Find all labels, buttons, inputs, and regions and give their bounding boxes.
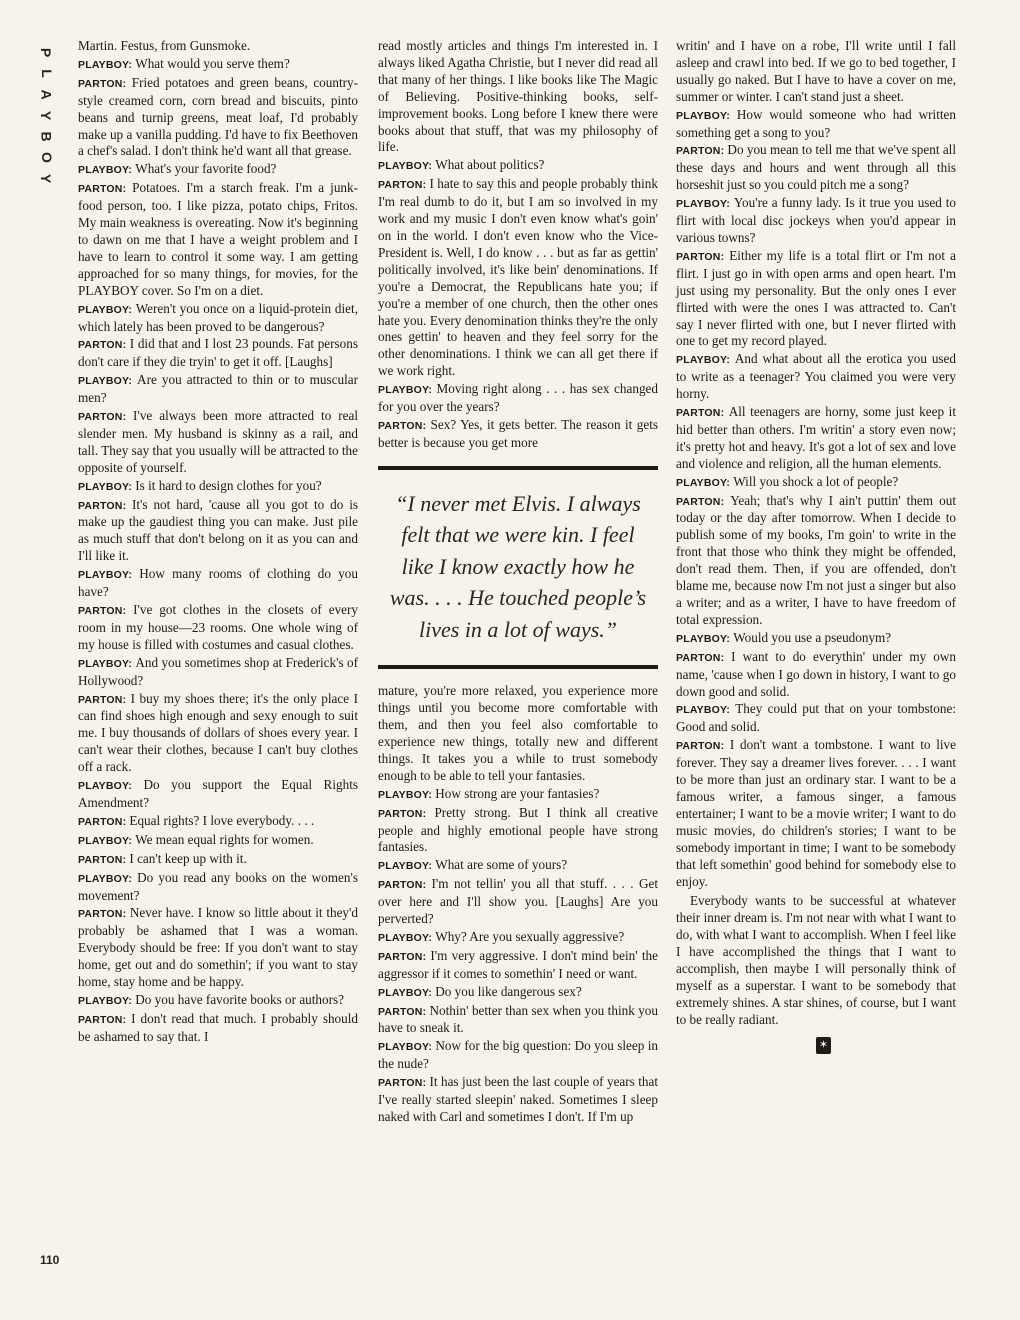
speaker-label: PARTON: bbox=[378, 1077, 427, 1090]
interview-paragraph bbox=[78, 813, 358, 831]
interview-paragraph bbox=[378, 876, 658, 928]
speaker-label: PLAYBOY: bbox=[676, 354, 731, 367]
interview-paragraph bbox=[676, 701, 956, 736]
interview-paragraph bbox=[78, 655, 358, 690]
interview-paragraph bbox=[676, 107, 956, 142]
interview-paragraph bbox=[78, 56, 358, 74]
interview-paragraph bbox=[78, 161, 358, 179]
interview-paragraph bbox=[378, 786, 658, 804]
paragraph-text: I can't keep up with it. bbox=[129, 850, 247, 866]
interview-paragraph bbox=[78, 566, 358, 601]
paragraph-text: read mostly articles and things I'm interested in. I always liked Agatha Christie, but I never did read all that many of her things. I like books like The Magic of Believing. Positive-thinking books, self-improvement books. Long before I knew there were books about that stuff, that was my philosophy of life. bbox=[378, 38, 658, 155]
speaker-label: PLAYBOY: bbox=[676, 109, 731, 122]
speaker-label: PARTON: bbox=[676, 651, 725, 664]
interview-paragraph bbox=[378, 1038, 658, 1073]
speaker-label: PARTON: bbox=[78, 499, 127, 512]
interview-paragraph bbox=[78, 38, 358, 55]
speaker-label: PARTON: bbox=[676, 407, 725, 420]
paragraph-text: Weren't you once on a liquid-protein diet, which lately has been proved to be dangerous? bbox=[78, 300, 358, 334]
paragraph-text: I'm very aggressive. I don't mind bein' the aggressor if it comes to somethin' I need or want. bbox=[378, 947, 658, 981]
paragraph-text: They could put that on your tombstone: Good and solid. bbox=[676, 701, 956, 735]
paragraph-text: Do you read any books on the women's movement? bbox=[78, 869, 358, 903]
paragraph-text: Either my life is a total flirt or I'm not a flirt. I just go in with open arms and open heart. I'm just using my personality. But the only ones I ever flirted with were the ones I was attracted to. Can't say I never flirted with one, but I never flirted with one to get my record played. bbox=[676, 247, 956, 349]
interview-paragraph bbox=[676, 493, 956, 629]
interview-paragraph bbox=[78, 1011, 358, 1046]
interview-paragraph bbox=[378, 805, 658, 857]
paragraph-text: I want to do everythin' under my own name, 'cause when I go down in history, I want to go down good and solid. bbox=[676, 648, 956, 699]
paragraph-text: What are some of yours? bbox=[435, 857, 568, 873]
interview-paragraph bbox=[78, 602, 358, 654]
paragraph-text: I'm not tellin' you all that stuff. . . . Get over here and I'll show you. [Laughs] Are you perverted? bbox=[378, 876, 658, 927]
paragraph-text: All teenagers are horny, some just keep it hid better than others. I'm writin' a story even now; it's pretty hot and heavy. It's got a lot of sex and love and violence and religion, all the human elements. bbox=[676, 404, 956, 471]
speaker-label: PARTON: bbox=[378, 419, 427, 432]
interview-paragraph bbox=[78, 372, 358, 407]
interview-paragraph bbox=[378, 1003, 658, 1038]
end-mark-icon: ✶ bbox=[816, 1037, 831, 1054]
paragraph-text: It's not hard, 'cause all you got to do is make up the gaudiest thing you can make. Just pile as much stuff that don't belong on it as you can and I'll like it. bbox=[78, 496, 358, 564]
paragraph-text: Never have. I know so little about it they'd probably be ashamed that I was a woman. Everybody should be free: If you don't want to stay home, get out and do somethin'; if you want to stay home, stay home and be happy. bbox=[78, 905, 358, 990]
speaker-label: PARTON: bbox=[676, 740, 725, 753]
speaker-label: PARTON: bbox=[676, 495, 725, 508]
paragraph-text: Are you attracted to thin or to muscular men? bbox=[78, 372, 358, 406]
speaker-label: PLAYBOY: bbox=[78, 375, 133, 388]
interview-paragraph bbox=[676, 38, 956, 106]
speaker-label: PLAYBOY: bbox=[676, 704, 731, 717]
speaker-label: PLAYBOY: bbox=[378, 860, 433, 873]
interview-paragraph bbox=[378, 157, 658, 175]
paragraph-text: Martin. Festus, from Gunsmoke. bbox=[78, 38, 251, 53]
interview-paragraph bbox=[676, 630, 956, 648]
interview-paragraph bbox=[676, 248, 956, 350]
paragraph-text: Do you support the Equal Rights Amendment? bbox=[78, 777, 358, 810]
interview-paragraph bbox=[378, 948, 658, 983]
paragraph-text: Everybody wants to be successful at whatever their inner dream is. I'm not near with what I want to do, with what I want to accomplish. When I feel like I have accomplished the things that I want to accomplish, then maybe I will personally think of myself as a superstar. I want to be somebody that extremely shines. A star shines, of course, but I want to be really radiant. bbox=[676, 893, 956, 1027]
column-2-top bbox=[378, 38, 658, 452]
speaker-label: PLAYBOY: bbox=[78, 657, 133, 670]
speaker-label: PARTON: bbox=[378, 950, 427, 963]
paragraph-text: writin' and I have on a robe, I'll write until I fall asleep and crawl into bed. If we go to bed together, I usually go naked. But I have to have a cover on me, summer or winter. I can't stand just a sheet. bbox=[676, 38, 956, 104]
paragraph-text: How would someone who had written something get a song to you? bbox=[676, 106, 956, 140]
speaker-label: PLAYBOY: bbox=[378, 788, 433, 801]
speaker-label: PLAYBOY: bbox=[676, 198, 731, 211]
paragraph-text: Sex? Yes, it gets better. The reason it gets better is because you get more bbox=[378, 416, 658, 450]
paragraph-text: mature, you're more relaxed, you experience more things until you become more comfortable with them, and then you feel also comfortable to experience new things, totally new and different things. It takes you a while to trust somebody enough to be able to tell your fantasies. bbox=[378, 683, 658, 783]
interview-paragraph bbox=[78, 992, 358, 1010]
speaker-label: PLAYBOY: bbox=[676, 632, 731, 645]
interview-paragraph bbox=[78, 478, 358, 496]
speaker-label: PARTON: bbox=[78, 411, 127, 424]
interview-paragraph bbox=[78, 777, 358, 812]
interview-paragraph bbox=[378, 984, 658, 1002]
masthead-letter: A bbox=[38, 89, 55, 100]
paragraph-text: I hate to say this and people probably think I'm real dumb to do it, but I am so involved in my work and my music I don't even know what's goin' on in the world. I don't even know who the Vice-President is. Well, I do know . . . but as far as gettin' politically involved, it's like bein' denominations. If you're a Democrat, the Republicans hate you; if you're a member of one church, then the other ones hate you. Every denomination thinks they're the only ones gettin' to heaven and they feel sorry for the other denominations. I think we can all get there if we work right. bbox=[378, 176, 658, 379]
interview-paragraph bbox=[676, 474, 956, 492]
interview-paragraph bbox=[78, 870, 358, 905]
interview-paragraph bbox=[78, 75, 358, 161]
speaker-label: PLAYBOY: bbox=[378, 160, 433, 173]
speaker-label: PARTON: bbox=[78, 183, 127, 196]
masthead-letter: L bbox=[38, 69, 55, 78]
paragraph-text: Yeah; that's why I ain't puttin' them out today or the day after tomorrow. When I decide to publish some of my books, I'm goin' to write in the front that those who think they might be offended, don't read them. Then, if you are offended, don't blame me, because now I'm not just a singer but also a writer; and as a writer, I have to have freedom of total expression. bbox=[676, 492, 956, 627]
interview-paragraph bbox=[78, 691, 358, 777]
interview-paragraph bbox=[676, 649, 956, 701]
speaker-label: PARTON: bbox=[676, 250, 725, 263]
paragraph-text: I buy my shoes there; it's the only place I can find shoes high enough and sexy enough to suit me. I buy thousands of dollars of shoes every year. I can't wear their clothes, because I can't buy clothes off a rack. bbox=[78, 690, 359, 775]
pull-quote bbox=[378, 466, 658, 670]
masthead-letter: Y bbox=[38, 110, 55, 121]
speaker-label: PLAYBOY: bbox=[78, 58, 133, 71]
interview-paragraph bbox=[78, 851, 358, 869]
paragraph-text: I don't want a tombstone. I want to live forever. They say a dreamer lives forever. . . . I want to be more than just an ordinary star. I want to be a famous writer, a famous singer, a famous entertainer; I want to be a movie writer; I want to do music movies, do children's stories; I want to be somebody important in time; I want to be somebody that left somethin' good behind for somebody else to enjoy. bbox=[676, 737, 956, 889]
paragraph-text: Fried potatoes and green beans, country-style creamed corn, corn bread and biscuits, pinto beans and turnip greens, meat loaf, I'd probably make up a vanilla pudding. I'd have to fix Beethoven a chef's salad. I don't think he'd want all that grease. bbox=[78, 74, 359, 159]
interview-paragraph bbox=[676, 737, 956, 890]
paragraph-text: What about politics? bbox=[435, 157, 545, 173]
speaker-label: PARTON: bbox=[378, 1005, 427, 1018]
page-number: 110 bbox=[40, 1253, 60, 1267]
column-3-body bbox=[676, 38, 956, 1029]
interview-paragraph bbox=[78, 301, 358, 336]
speaker-label: PLAYBOY: bbox=[78, 872, 133, 885]
magazine-masthead-vertical bbox=[36, 42, 56, 189]
speaker-label: PLAYBOY: bbox=[378, 931, 433, 944]
paragraph-text: Do you mean to tell me that we've spent all these days and hours and went through all this horseshit just so you could pitch me a song? bbox=[676, 142, 956, 193]
paragraph-text: We mean equal rights for women. bbox=[135, 831, 314, 847]
paragraph-text: I've always been more attracted to real slender men. My husband is skinny as a rail, and tall. They say that you usually will be attracted to the opposite of yourself. bbox=[78, 408, 358, 475]
speaker-label: PARTON: bbox=[378, 179, 427, 192]
speaker-label: PARTON: bbox=[78, 605, 127, 617]
pull-quote-text: “I never met Elvis. I always felt that we were kin. I feel like I know exactly how he was. . . . He touched people’s lives in a lot of ways.” bbox=[389, 490, 647, 642]
speaker-label: PLAYBOY: bbox=[78, 780, 133, 793]
masthead-letter: B bbox=[38, 131, 55, 142]
paragraph-text: Now for the big question: Do you sleep in the nude? bbox=[378, 1038, 658, 1072]
interview-paragraph bbox=[676, 195, 956, 247]
speaker-label: PLAYBOY: bbox=[78, 303, 133, 316]
masthead-letter: O bbox=[38, 152, 55, 163]
paragraph-text: And you sometimes shop at Frederick's of Hollywood? bbox=[78, 654, 358, 688]
interview-paragraph bbox=[378, 381, 658, 416]
paragraph-text: Moving right along . . . has sex changed for you over the years? bbox=[378, 381, 658, 415]
interview-paragraph bbox=[78, 180, 358, 299]
speaker-label: PARTON: bbox=[378, 807, 427, 820]
interview-paragraph bbox=[378, 683, 658, 784]
paragraph-text: You're a funny lady. Is it true you used to flirt with local disc jockeys when you'd appear in various towns? bbox=[676, 195, 957, 245]
paragraph-text: What would you serve them? bbox=[135, 55, 290, 71]
speaker-label: PARTON: bbox=[78, 908, 127, 921]
speaker-label: PLAYBOY: bbox=[78, 569, 133, 582]
paragraph-text: Do you have favorite books or authors? bbox=[135, 991, 344, 1007]
text-column-3 bbox=[676, 38, 956, 1054]
paragraph-text: Would you use a pseudonym? bbox=[733, 629, 892, 645]
column-2-bottom bbox=[378, 683, 658, 1126]
speaker-label: PLAYBOY: bbox=[378, 384, 433, 397]
speaker-label: PLAYBOY: bbox=[378, 1041, 433, 1054]
interview-paragraph bbox=[378, 929, 658, 947]
paragraph-text: Pretty strong. But I think all creative people and highly emotional people have strong fantasies. bbox=[378, 804, 658, 855]
interview-paragraph bbox=[78, 408, 358, 477]
interview-paragraph bbox=[378, 857, 658, 875]
paragraph-text: I've got clothes in the closets of every room in my house—23 rooms. One whole wing of my house is filled with costumes and casual clothes. bbox=[78, 602, 359, 652]
speaker-label: PLAYBOY: bbox=[78, 834, 133, 847]
paragraph-text: Nothin' better than sex when you think you have to sneak it. bbox=[378, 1002, 658, 1036]
speaker-label: PARTON: bbox=[378, 879, 427, 892]
paragraph-text: It has just been the last couple of years that I've really started sleepin' naked. Sometimes I sleep naked with Carl and sometimes I don't. If I'm up bbox=[378, 1074, 658, 1124]
text-column-2 bbox=[378, 38, 658, 1126]
speaker-label: PLAYBOY: bbox=[78, 994, 133, 1007]
text-column-1 bbox=[78, 38, 358, 1046]
masthead-letter: P bbox=[38, 47, 55, 58]
paragraph-text: I don't read that much. I probably should be ashamed to say that. I bbox=[78, 1010, 359, 1044]
interview-paragraph bbox=[78, 336, 358, 371]
speaker-label: PARTON: bbox=[78, 853, 127, 866]
paragraph-text: And what about all the erotica you used to write as a teenager? You claimed you were very horny. bbox=[676, 351, 956, 402]
interview-paragraph bbox=[378, 417, 658, 452]
speaker-label: PARTON: bbox=[78, 339, 127, 352]
paragraph-text: Do you like dangerous sex? bbox=[435, 983, 582, 999]
interview-paragraph bbox=[78, 497, 358, 566]
interview-paragraph bbox=[676, 404, 956, 473]
interview-paragraph bbox=[78, 832, 358, 850]
paragraph-text: I did that and I lost 23 pounds. Fat persons don't care if they die tryin' to get it off. [Laughs] bbox=[78, 336, 359, 370]
speaker-label: PLAYBOY: bbox=[676, 476, 731, 489]
paragraph-text: Will you shock a lot of people? bbox=[733, 473, 899, 489]
speaker-label: PLAYBOY: bbox=[78, 480, 133, 493]
speaker-label: PARTON: bbox=[78, 815, 127, 828]
paragraph-text: Potatoes. I'm a starch freak. I'm a junk-food person, too. I like pizza, potato chips, Fritos. My main weakness is overeating. Now it's beginning to dawn on me that I have a weight problem and I have to learn to control it some way. I am getting approached for so many things, for movies, for the PLAYBOY cover. So I'm on a diet. bbox=[78, 180, 358, 298]
paragraph-text: How strong are your fantasies? bbox=[435, 785, 600, 801]
speaker-label: PARTON: bbox=[78, 1013, 127, 1026]
paragraph-text: How many rooms of clothing do you have? bbox=[78, 566, 358, 600]
interview-paragraph bbox=[78, 905, 358, 991]
paragraph-text: Equal rights? I love everybody. . . . bbox=[129, 812, 315, 828]
paragraph-text: Why? Are you sexually aggressive? bbox=[435, 928, 625, 944]
interview-paragraph bbox=[378, 176, 658, 380]
speaker-label: PARTON: bbox=[78, 77, 127, 90]
interview-paragraph bbox=[378, 38, 658, 156]
paragraph-text: What's your favorite food? bbox=[135, 161, 277, 177]
interview-paragraph bbox=[378, 1074, 658, 1126]
interview-paragraph bbox=[676, 893, 956, 1028]
interview-paragraph bbox=[676, 142, 956, 194]
speaker-label: PARTON: bbox=[78, 693, 127, 706]
speaker-label: PARTON: bbox=[676, 145, 725, 158]
speaker-label: PLAYBOY: bbox=[378, 986, 433, 999]
speaker-label: PLAYBOY: bbox=[78, 164, 133, 177]
paragraph-text: Is it hard to design clothes for you? bbox=[135, 477, 322, 493]
masthead-letter: Y bbox=[38, 173, 55, 184]
interview-paragraph bbox=[676, 351, 956, 403]
